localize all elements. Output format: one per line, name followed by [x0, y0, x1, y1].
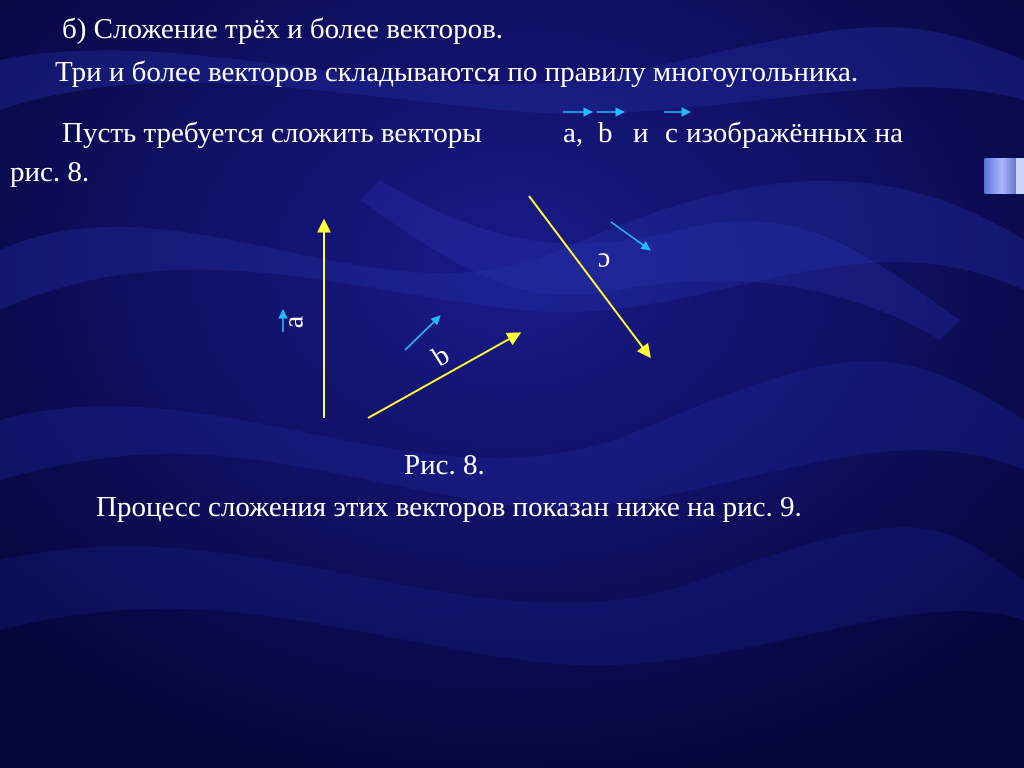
task-vector-a: a,: [563, 117, 584, 149]
heading: б) Сложение трёх и более векторов.: [62, 13, 504, 45]
figure-caption: Рис. 8.: [404, 449, 485, 481]
vector-c-label: c: [597, 246, 611, 278]
rule-text: Три и более векторов складываются по правилу многоугольника.: [55, 56, 859, 88]
vector-b-label: b: [426, 339, 456, 374]
task-and-word: и: [633, 117, 649, 149]
vector-a-label: a: [278, 315, 310, 329]
task-line-2: рис. 8.: [10, 156, 90, 188]
task-vector-b: b: [598, 117, 613, 149]
vector-b: [368, 333, 520, 418]
footer-text: Процесс сложения этих векторов показан ниже на рис. 9.: [96, 491, 802, 523]
task-line-prefix: Пусть требуется сложить векторы: [62, 117, 482, 149]
task-vector-c: c: [665, 117, 678, 149]
vector-c: [529, 196, 650, 357]
vector-c-marker: [611, 222, 650, 250]
task-line-suffix: изображённых на: [686, 117, 904, 149]
